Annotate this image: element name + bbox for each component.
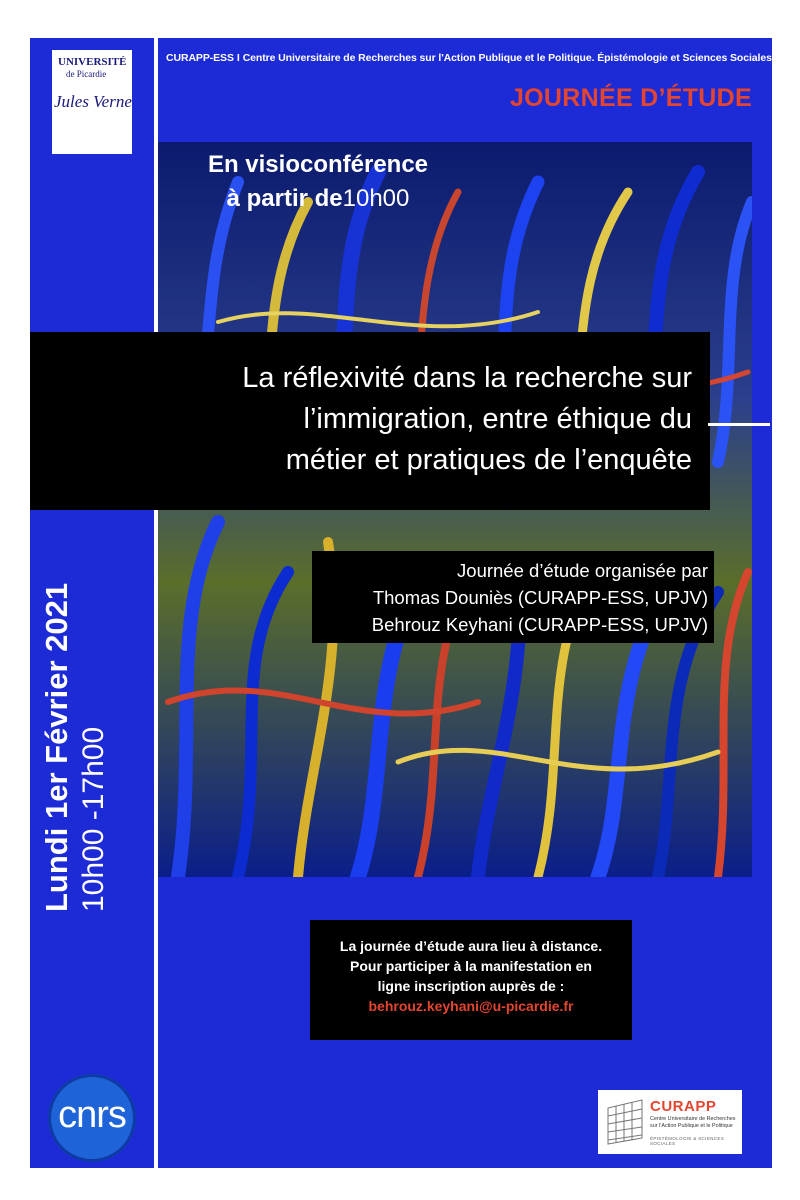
- title-line-3: métier et pratiques de l’enquête: [285, 444, 692, 476]
- visioconference-notice: [168, 148, 468, 216]
- curapp-subtitle: Centre Universitaire de Recherches sur l’Action Publique et le Politique: [650, 1116, 736, 1129]
- logo-line-universite: UNIVERSITÉ: [58, 56, 127, 68]
- curapp-name: CURAPP: [650, 1098, 717, 1115]
- event-hours: 10h00 -17h00: [77, 726, 110, 912]
- title-line-2: l’immigration, entre éthique du: [303, 403, 692, 435]
- title-box: [30, 332, 710, 510]
- curapp-globe-icon: [602, 1094, 648, 1150]
- header-institution-line: [166, 52, 772, 64]
- title-accent-line: [708, 423, 770, 426]
- event-title: [72, 358, 692, 481]
- registration-email-link[interactable]: behrouz.keyhani@u-picardie.fr: [368, 998, 574, 1014]
- universite-picardie-logo: [52, 50, 132, 154]
- organizer-2: Behrouz Keyhani (CURAPP-ESS, UPJV): [371, 614, 708, 635]
- curapp-logo: [598, 1090, 742, 1154]
- visio-time: 10h00: [342, 185, 410, 212]
- cnrs-logo: [48, 1074, 136, 1162]
- organizer-1: Thomas Douniès (CURAPP-ESS, UPJV): [372, 587, 708, 608]
- organizers-text: [372, 557, 708, 638]
- event-day: Lundi 1er Février 2021: [39, 582, 74, 912]
- visio-line-2: [168, 182, 468, 216]
- info-line-1: La journée d’étude aura lieu à distance.: [339, 938, 603, 954]
- registration-info-box: [310, 920, 632, 1040]
- registration-info-text: [310, 936, 632, 1016]
- event-date-vertical: [38, 572, 148, 912]
- visio-prefix: à partir de: [226, 185, 343, 212]
- cnrs-logo-text: cnrs: [58, 1094, 126, 1136]
- header-separator: I: [236, 52, 240, 64]
- event-type-heading: JOURNÉE D’ÉTUDE: [509, 84, 752, 112]
- organizers-intro: Journée d’étude organisée par: [457, 560, 708, 581]
- info-line-2: Pour participer à la manifestation en: [350, 958, 592, 974]
- visio-line-1: En visioconférence: [207, 151, 429, 178]
- header-full-name: Centre Universitaire de Recherches sur l'Action Publique et le Politique. Épistémologie et Sciences Sociales: [242, 52, 772, 64]
- header-acronym: CURAPP-ESS: [166, 52, 234, 64]
- info-line-3: ligne inscription auprès de :: [377, 978, 565, 994]
- title-line-1: La réflexivité dans la recherche sur: [242, 362, 692, 394]
- logo-signature-jules-verne: Jules Verne: [54, 92, 132, 111]
- logo-line-picardie: de Picardie: [66, 69, 107, 79]
- organizers-box: [312, 551, 714, 643]
- curapp-tagline: ÉPISTÉMOLOGIE & SCIENCES SOCIALES: [650, 1136, 725, 1146]
